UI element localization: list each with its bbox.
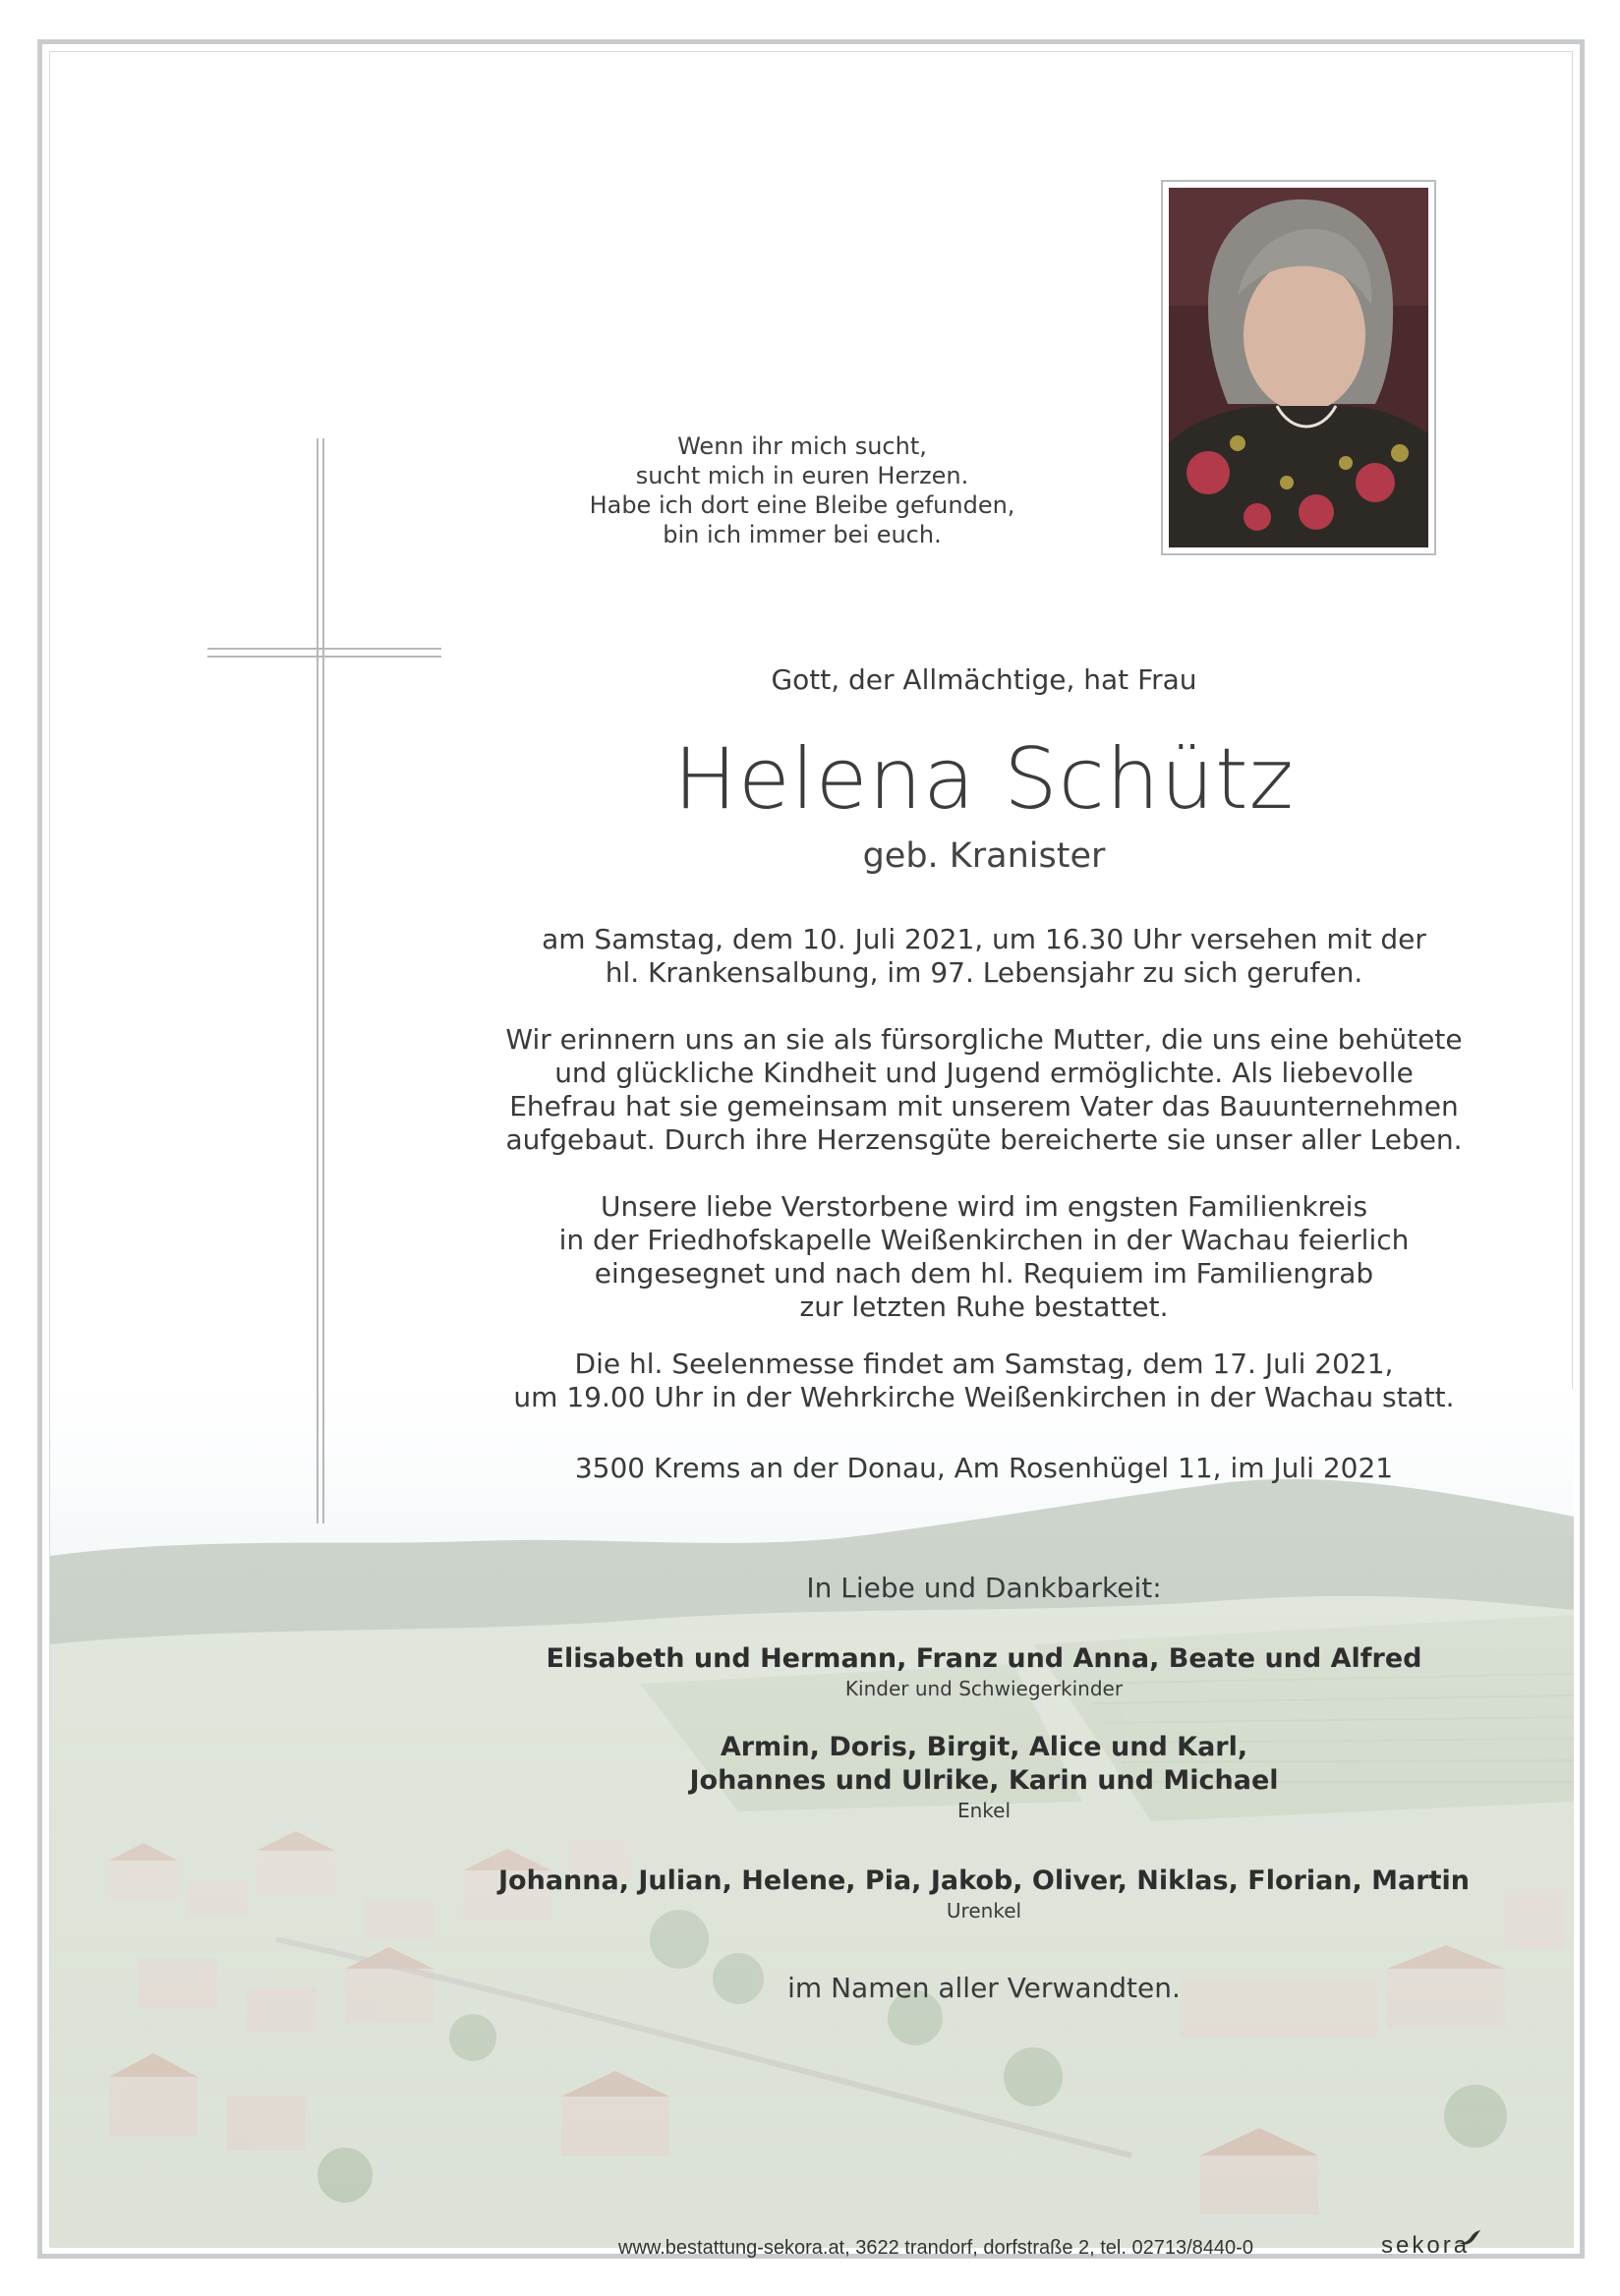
bird-icon — [1456, 2228, 1481, 2250]
text-line: um 19.00 Uhr in der Wehrkirche Weißenkirchen in der Wachau statt. — [513, 1381, 1455, 1413]
poem-line: Habe ich dort eine Bleibe gefunden, — [589, 491, 1015, 519]
mourner-group-grandchildren — [483, 1731, 1485, 1823]
portrait-photo — [1161, 180, 1436, 555]
death-paragraph — [483, 923, 1485, 990]
mourner-names: Elisabeth und Hermann, Franz und Anna, Beate und Alfred — [546, 1643, 1422, 1674]
closing-line: im Namen aller Verwandten. — [787, 1972, 1181, 2004]
poem-line: bin ich immer bei euch. — [663, 521, 942, 548]
text-line: eingesegnet und nach dem hl. Requiem im Familiengrab — [594, 1257, 1374, 1290]
text-line: Ehefrau hat sie gemeinsam mit unserem Vater das Bauunternehmen — [509, 1090, 1459, 1122]
intro-line: Gott, der Allmächtige, hat Frau — [771, 663, 1197, 696]
cross-horizontal-bar — [207, 648, 441, 658]
mourner-role: Enkel — [956, 1799, 1012, 1822]
cross-vertical-bar — [317, 438, 324, 1523]
text-line: am Samstag, dem 10. Juli 2021, um 16.30 Uhr versehen mit der — [542, 923, 1426, 955]
mourner-names: Johanna, Julian, Helene, Pia, Jakob, Oliver, Niklas, Florian, Martin — [498, 1866, 1470, 1896]
card-panel — [49, 51, 1573, 2259]
poem-line: Wenn ihr mich sucht, — [677, 432, 927, 460]
text-line: 3500 Krems an der Donau, Am Rosenhügel 11, im Juli 2021 — [574, 1452, 1394, 1484]
maiden-name: geb. Kranister — [862, 836, 1106, 876]
address-line — [483, 1452, 1485, 1485]
sekora-logo: sekora — [1381, 2232, 1471, 2259]
text-line: zur letzten Ruhe bestattet. — [799, 1291, 1169, 1323]
poem-line: sucht mich in euren Herzen. — [635, 462, 969, 489]
text-line: aufgebaut. Durch ihre Herzensgüte bereicherte sie unser aller Leben. — [505, 1123, 1463, 1156]
mourner-role: Urenkel — [946, 1899, 1022, 1923]
mourner-names: Johannes und Ulrike, Karin und Michael — [689, 1765, 1279, 1796]
poem — [532, 431, 1072, 549]
mourner-names: Armin, Doris, Birgit, Alice und Karl, — [720, 1732, 1248, 1762]
mass-paragraph — [483, 1348, 1485, 1414]
footer-contact: www.bestattung-sekora.at, 3622 trandorf, dorfstraße 2, tel. 02713/8440-0 — [618, 2237, 1253, 2259]
text-line: Wir erinnern uns an sie als fürsorgliche Mutter, die uns eine behütete — [505, 1023, 1463, 1056]
burial-paragraph — [483, 1190, 1485, 1324]
text-line: hl. Krankensalbung, im 97. Lebensjahr zu sich gerufen. — [605, 956, 1363, 989]
portrait-image — [1169, 188, 1428, 547]
text-line: in der Friedhofskapelle Weißenkirchen in der Wachau feierlich — [558, 1224, 1410, 1256]
memory-paragraph — [483, 1023, 1485, 1157]
mourner-role: Kinder und Schwiegerkinder — [844, 1677, 1124, 1700]
text-line: und glückliche Kindheit und Jugend ermöglichte. Als liebevolle — [554, 1057, 1414, 1089]
deceased-name: Helena Schütz — [673, 730, 1295, 829]
text-line: Unsere liebe Verstorbene wird im engsten Familienkreis — [600, 1190, 1368, 1223]
text-line: Die hl. Seelenmesse findet am Samstag, dem 17. Juli 2021, — [574, 1348, 1394, 1380]
mourner-group-children — [483, 1642, 1485, 1701]
mourner-group-great-grandchildren — [483, 1865, 1485, 1923]
thanks-heading: In Liebe und Dankbarkeit: — [806, 1572, 1162, 1604]
